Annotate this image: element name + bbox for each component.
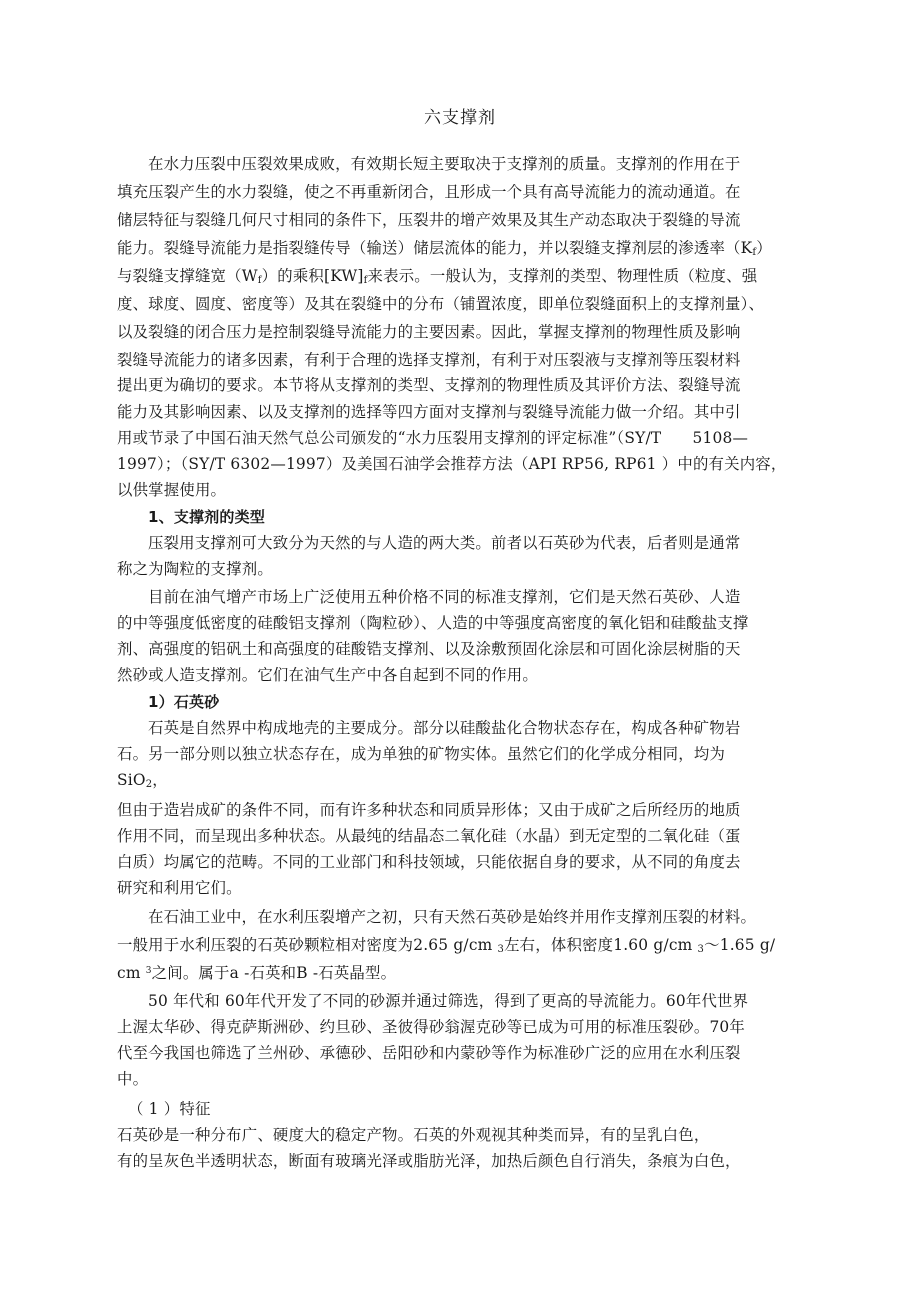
subscript: f	[363, 275, 368, 286]
paragraph-line: 称之为陶粒的支撑剂。	[117, 560, 273, 578]
superscript: 3	[145, 966, 152, 976]
paragraph-line: 然砂或人造支撑剂。它们在油气生产中各自起到不同的作用。	[117, 666, 538, 684]
text-span: ～1.65 g/	[704, 936, 776, 954]
paragraph-line: 以供掌握使用。	[117, 481, 227, 499]
paragraph-line	[117, 264, 757, 293]
paragraph-line: 在石油工业中，在水利压裂增产之初，只有天然石英砂是始终并用作支撑剂压裂的材料。	[148, 908, 757, 926]
text-span: cm	[117, 964, 146, 982]
paragraph-line: 1997）；（SY/T 6302—1997）及美国石油学会推荐方法（API RP56, RP61 ）中的有关内容，	[117, 455, 787, 473]
paragraph-line: 提出更为确切的要求。本节将从支撑剂的类型、支撑剂的物理性质及其评价方法、裂缝导流	[117, 376, 741, 394]
text-span: 左右，体积密度1.60 g/cm	[504, 936, 698, 954]
paragraph-line: 裂缝导流能力的诸多因素，有利于合理的选择支撑剂，有利于对压裂液与支撑剂等压裂材料	[117, 351, 741, 369]
paragraph-line: 压裂用支撑剂可大致分为天然的与人造的两大类。前者以石英砂为代表，后者则是通常	[148, 534, 741, 552]
paragraph-line	[117, 236, 772, 265]
text-span: 之间。属于a -石英和B -石英晶型。	[151, 964, 397, 982]
subscript: f	[752, 247, 757, 258]
subsection-heading: 1）石英砂	[148, 693, 220, 711]
subscript: 2	[145, 779, 153, 790]
paragraph-line: 的中等强度低密度的硅酸铝支撑剂（陶粒砂）、人造的中等强度高密度的氧化铝和硅酸盐支撑	[117, 614, 749, 632]
paragraph-line: 用或节录了中国石油天然气总公司颁发的“水力压裂用支撑剂的评定标准”（SY/T 5108—	[117, 429, 749, 447]
subscript: 3	[497, 944, 505, 955]
paragraph-line: 代至今我国也筛选了兰州砂、承德砂、岳阳砂和内蒙砂等作为标准砂广泛的应用在水利压裂	[117, 1044, 741, 1062]
text-span: 与裂缝支撑缝宽（W	[117, 267, 258, 285]
paragraph-line	[117, 933, 775, 962]
paragraph-line: 有的呈灰色半透明状态，断面有玻璃光泽或脂肪光泽，加热后颜色自行消失，条痕为白色，	[117, 1152, 741, 1170]
paragraph-line: 但由于造岩成矿的条件不同，而有许多种状态和同质异形体；又由于成矿之后所经历的地质	[117, 801, 741, 819]
paragraph-line: 作用不同，而呈现出多种状态。从最纯的结晶态二氧化硅（水晶）到无定型的二氧化硅（蛋	[117, 827, 741, 845]
paragraph-line: 以及裂缝的闭合压力是控制裂缝导流能力的主要因素。因此，掌握支撑剂的物理性质及影响	[117, 323, 741, 341]
subscript: f	[257, 275, 262, 286]
subscript: 3	[697, 944, 705, 955]
subsection-heading: （ 1 ）特征	[128, 1100, 211, 1118]
paragraph-line: 能力及其影响因素、以及支撑剂的选择等四方面对支撑剂与裂缝导流能力做一介绍。其中引	[117, 403, 741, 421]
text-span: ）	[756, 239, 772, 257]
paragraph-line: 目前在油气增产市场上广泛使用五种价格不同的标准支撑剂，它们是天然石英砂、人造	[148, 588, 741, 606]
paragraph-line: 50 年代和 60年代开发了不同的砂源并通过筛选，得到了更高的导流能力。60年代世界	[148, 992, 749, 1010]
text-span: 一般用于水利压裂的石英砂颗粒相对密度为2.65 g/cm	[117, 936, 498, 954]
paragraph-line: 石。另一部分则以独立状态存在，成为单独的矿物实体。虽然它们的化学成分相同，均为	[117, 745, 726, 763]
paragraph-line: 白质）均属它的范畴。不同的工业部门和科技领域，只能依据自身的要求，从不同的角度去	[117, 853, 741, 871]
text-span: 能力。裂缝导流能力是指裂缝传导（输送）储层流体的能力，并以裂缝支撑剂层的渗透率（K	[117, 239, 753, 257]
paragraph-line: 石英是自然界中构成地壳的主要成分。部分以硅酸盐化合物状态存在，构成各种矿物岩	[148, 719, 741, 737]
section-heading: 1、支撑剂的类型	[148, 508, 266, 526]
paragraph-line	[117, 959, 396, 985]
paragraph-line	[117, 768, 168, 797]
paragraph-line: 中。	[117, 1070, 149, 1088]
paragraph-line: 储层特征与裂缝几何尺寸相同的条件下，压裂井的增产效果及其生产动态取决于裂缝的导流	[117, 211, 741, 229]
paragraph-line: 石英砂是一种分布广、硬度大的稳定产物。石英的外观视其种类而异，有的呈乳白色，	[117, 1126, 710, 1144]
paragraph-line: 度、球度、圆度、密度等）及其在裂缝中的分布（铺置浓度，即单位裂缝面积上的支撑剂量）、	[117, 295, 765, 313]
paragraph-line: 填充压裂产生的水力裂缝，使之不再重新闭合，且形成一个具有高导流能力的流动通道。在	[117, 183, 741, 201]
paragraph-line: 剂、高强度的铝矾土和高强度的硅酸锆支撑剂、以及涂敷预固化涂层和可固化涂层树脂的天	[117, 640, 741, 658]
page-title: 六支撑剂	[424, 108, 496, 128]
paragraph-line: 在水力压裂中压裂效果成败，有效期长短主要取决于支撑剂的质量。支撑剂的作用在于	[148, 155, 741, 173]
paragraph-line: 研究和利用它们。	[117, 879, 242, 897]
text-span: SiO	[117, 771, 146, 789]
paragraph-line: 上渥太华砂、得克萨斯洲砂、约旦砂、圣彼得砂翁渥克砂等已成为可用的标准压裂砂。70年	[117, 1018, 746, 1036]
text-span: ）的乘积[KW]	[261, 267, 364, 285]
text-span: ，	[152, 771, 168, 789]
text-span: 来表示。一般认为，支撑剂的类型、物理性质（粒度、强	[367, 267, 758, 285]
